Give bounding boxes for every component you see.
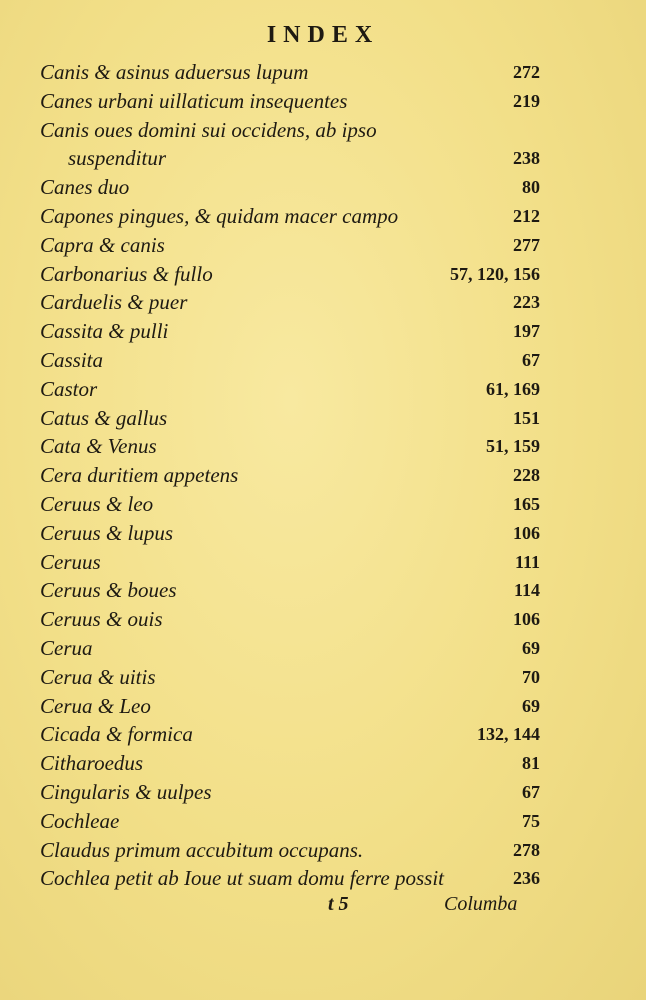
entry-term: Claudus primum accubitum occupans. xyxy=(40,837,364,862)
index-entry xyxy=(40,144,540,173)
entry-term: Ceruus & boues xyxy=(40,578,177,603)
index-entry xyxy=(40,576,540,605)
index-entry xyxy=(40,807,540,836)
entry-pages: 106 xyxy=(513,609,540,630)
entry-pages: 61, 169 xyxy=(486,378,540,399)
catchword: Columba xyxy=(444,893,518,915)
index-entry xyxy=(40,519,540,548)
index-entry xyxy=(40,346,540,375)
entry-pages: 223 xyxy=(513,292,540,313)
index-entry xyxy=(40,317,540,346)
entry-pages: 67 xyxy=(522,349,540,370)
index-entry xyxy=(40,749,540,778)
index-entry xyxy=(40,692,540,721)
entry-pages: 106 xyxy=(513,522,540,543)
entry-term: Ceruus & leo xyxy=(40,491,154,516)
entry-term: Ceruus xyxy=(40,549,101,574)
entry-term: Cicada & formica xyxy=(40,722,193,747)
entry-term: Cera duritiem appetens xyxy=(40,463,239,488)
index-entry xyxy=(40,87,540,116)
index-entry xyxy=(40,663,540,692)
entry-term: Cochleae xyxy=(40,808,120,833)
entry-term: Canes duo xyxy=(40,175,130,200)
page-title: INDEX xyxy=(266,22,380,48)
entry-pages: 212 xyxy=(513,205,540,226)
entry-term: Capones pingues, & quidam macer campo xyxy=(40,203,399,228)
entry-pages: 236 xyxy=(513,868,540,889)
index-entry xyxy=(40,58,540,87)
index-entry xyxy=(40,288,540,317)
entry-pages: 272 xyxy=(513,62,540,82)
page-footer xyxy=(0,893,646,923)
entry-term: Cingularis & uulpes xyxy=(40,779,212,804)
index-entry xyxy=(40,778,540,807)
entry-term: Capra & canis xyxy=(40,232,165,257)
entry-pages: 151 xyxy=(513,407,540,428)
entry-pages: 75 xyxy=(522,810,540,831)
entry-pages: 69 xyxy=(522,637,540,658)
entry-term: Cochlea petit ab Ioue ut suam domu ferre possit xyxy=(40,866,445,891)
index-entry xyxy=(40,836,540,865)
entry-term: suspenditur xyxy=(68,146,167,171)
entry-term: Ceruus & lupus xyxy=(40,520,174,545)
index-entry xyxy=(40,432,540,461)
entry-term: Cata & Venus xyxy=(40,434,157,459)
entry-term: Cerua & uitis xyxy=(40,664,156,689)
entry-pages: 132, 144 xyxy=(477,724,540,745)
entry-term: Catus & gallus xyxy=(40,405,168,430)
index-entry xyxy=(40,375,540,404)
index-entry xyxy=(40,634,540,663)
index-entry xyxy=(40,548,540,577)
entry-pages: 67 xyxy=(522,781,540,802)
index-entry xyxy=(40,404,540,433)
entry-pages: 165 xyxy=(513,493,540,514)
entry-pages: 51, 159 xyxy=(486,436,540,457)
index-entry xyxy=(40,173,540,202)
entry-pages: 81 xyxy=(522,753,540,774)
index-entry xyxy=(40,260,540,289)
entry-term: Cerua & Leo xyxy=(40,693,151,718)
entry-term: Cerua xyxy=(40,635,93,660)
entry-pages: 278 xyxy=(513,839,540,860)
entry-pages: 277 xyxy=(513,234,540,255)
entry-term: Castor xyxy=(40,376,98,401)
index-entry xyxy=(40,605,540,634)
index-entry xyxy=(40,231,540,260)
entry-term: Carduelis & puer xyxy=(40,290,188,315)
entry-term: Cassita & pulli xyxy=(40,319,169,344)
index-list xyxy=(40,58,540,893)
index-entry xyxy=(40,864,540,893)
entry-term: Canis oues domini sui occidens, ab ipso xyxy=(40,117,377,142)
entry-pages: 70 xyxy=(522,666,540,687)
entry-pages: 197 xyxy=(513,321,540,342)
entry-term: Ceruus & ouis xyxy=(40,607,163,632)
index-entry xyxy=(40,490,540,519)
index-entry xyxy=(40,202,540,231)
entry-pages: 69 xyxy=(522,695,540,716)
entry-pages: 57, 120, 156 xyxy=(450,263,540,284)
entry-pages: 111 xyxy=(514,551,540,572)
entry-pages: 238 xyxy=(513,148,540,169)
entry-pages: 114 xyxy=(513,580,540,601)
index-entry xyxy=(40,116,540,145)
entry-term: Canis & asinus aduersus lupum xyxy=(40,60,309,84)
entry-term: Citharoedus xyxy=(40,751,144,776)
entry-pages: 80 xyxy=(522,177,540,198)
entry-term: Cassita xyxy=(40,347,104,372)
entry-term: Carbonarius & fullo xyxy=(40,261,213,286)
index-entry xyxy=(40,461,540,490)
index-entry xyxy=(40,720,540,749)
entry-pages: 219 xyxy=(513,90,540,111)
entry-pages: 228 xyxy=(513,465,540,486)
entry-term: Canes urbani uillaticum insequentes xyxy=(40,88,348,113)
signature-mark: t 5 xyxy=(328,893,349,915)
